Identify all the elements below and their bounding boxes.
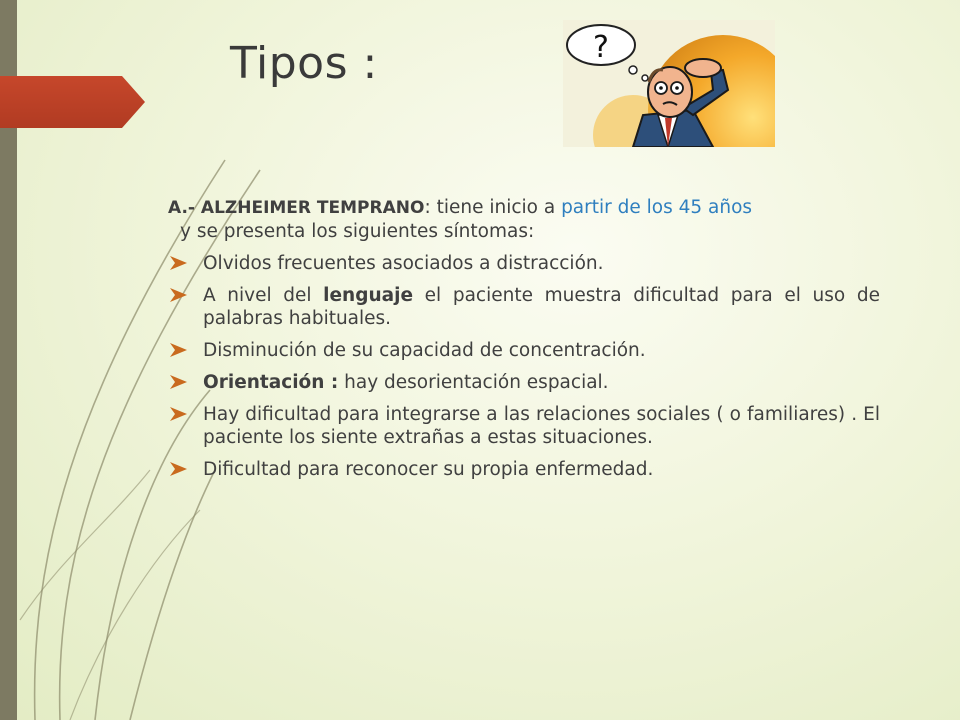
list-item: [168, 371, 880, 394]
list-item: [168, 403, 880, 449]
list-item: [168, 458, 880, 481]
bullet-bold-term: Orientación :: [203, 372, 339, 393]
intro-text: : tiene inicio a: [424, 197, 562, 218]
slide-title: Tipos :: [230, 38, 378, 89]
bullet-text: Disminución de su capacidad de concentración.: [203, 340, 646, 361]
list-item: [168, 252, 880, 275]
bullet-text: Olvidos frecuentes asociados a distracción.: [203, 253, 604, 274]
list-item: [168, 339, 880, 362]
symptom-list: [168, 252, 880, 481]
subtype-heading: ALZHEIMER TEMPRANO: [200, 198, 425, 218]
intro-line-2: y se presenta los siguientes síntomas:: [180, 221, 535, 242]
arrow-bullet-icon: [170, 462, 187, 476]
age-highlight: partir de los 45 años: [561, 197, 753, 218]
bullet-text: Hay dificultad para integrarse a las relaciones sociales ( o familiares) . El paciente los siente extrañas a estas situaciones.: [203, 404, 880, 448]
arrow-bullet-icon: [170, 343, 187, 357]
arrow-bullet-icon: [170, 407, 187, 421]
arrow-bullet-icon: [170, 288, 187, 302]
bullet-text: A nivel del: [203, 285, 324, 306]
bullet-text: Dificultad para reconocer su propia enfermedad.: [203, 459, 654, 480]
subtype-prefix: A.-: [168, 198, 201, 218]
confused-man-illustration-icon: [563, 20, 775, 147]
intro-paragraph: [168, 196, 880, 243]
title-accent-tab: [0, 76, 145, 128]
arrow-bullet-icon: [170, 256, 187, 270]
slide-body: [168, 196, 880, 490]
bullet-text: hay desorientación espacial.: [338, 372, 609, 393]
bullet-text: el paciente muestra dificultad para el uso de palabras habituales.: [203, 285, 880, 329]
thought-bubble-question: ?: [593, 30, 609, 65]
list-item: [168, 284, 880, 330]
bullet-bold-term: lenguaje: [323, 285, 414, 306]
arrow-bullet-icon: [170, 375, 187, 389]
